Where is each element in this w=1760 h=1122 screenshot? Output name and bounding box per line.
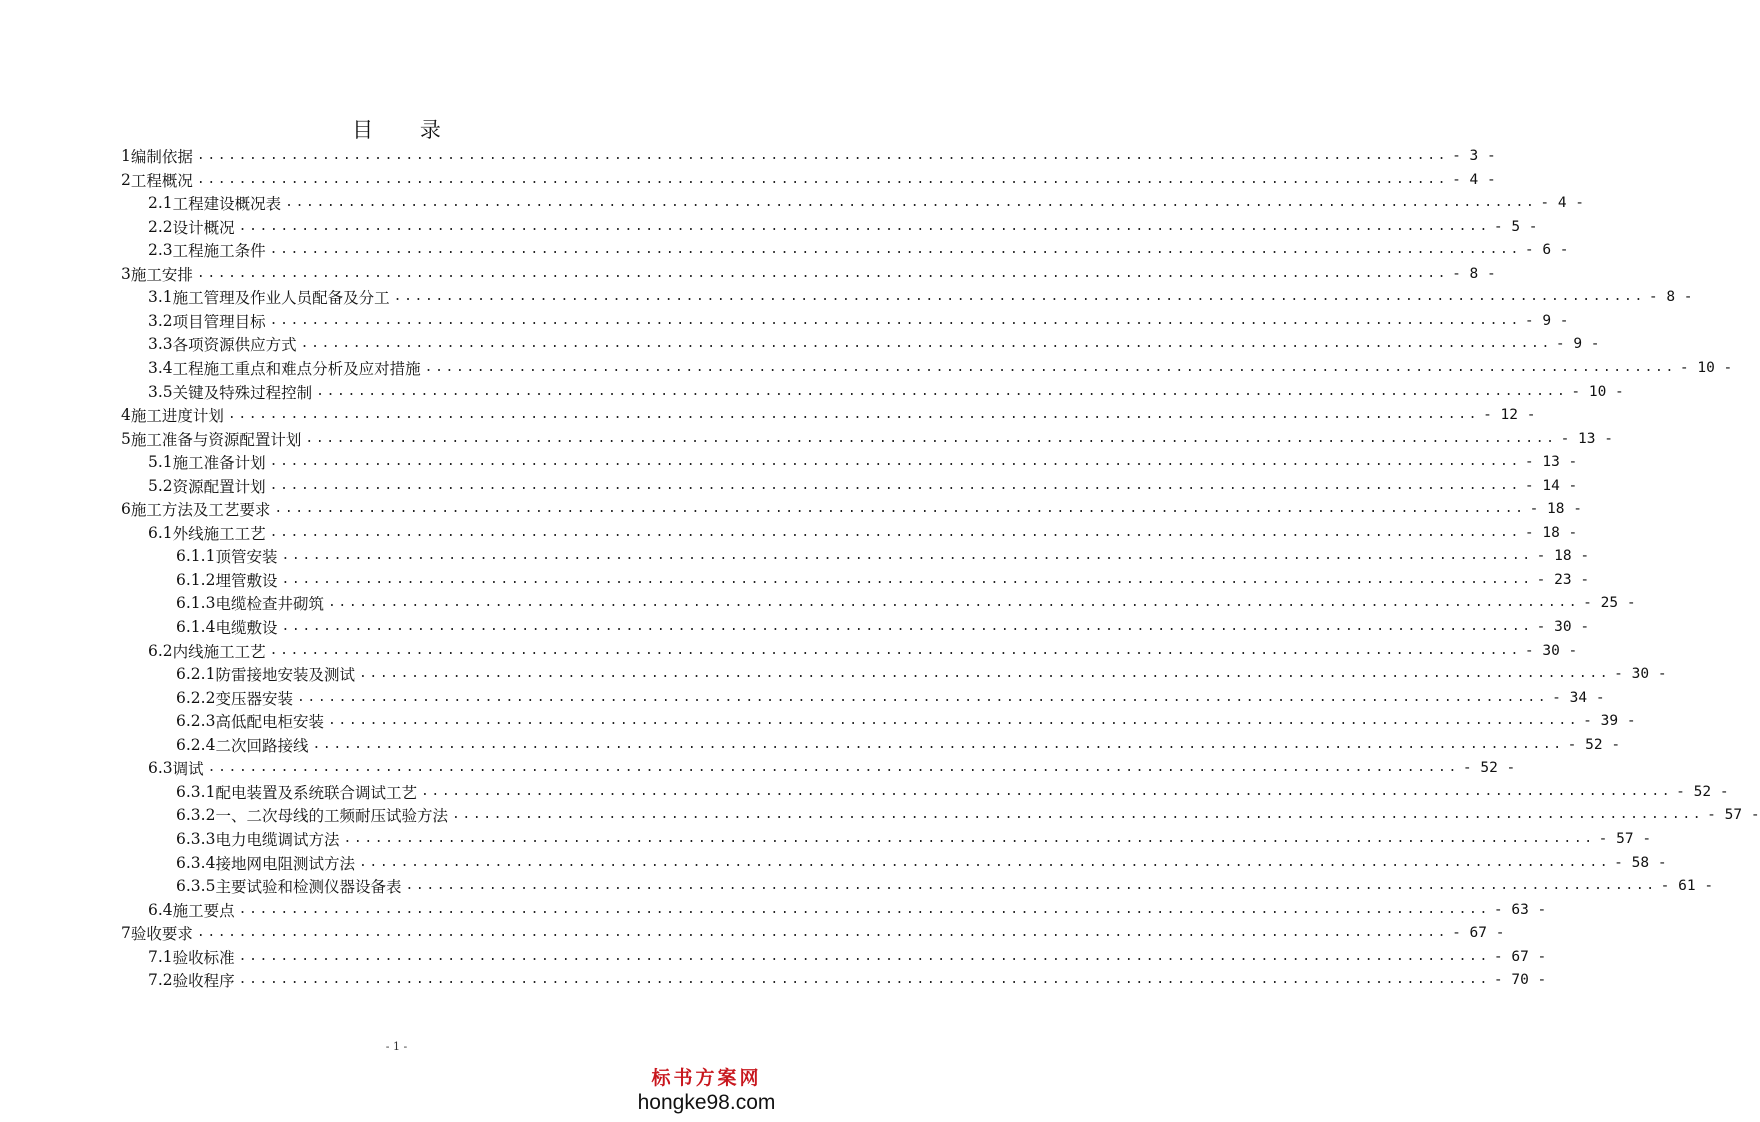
- toc-entry-title: 工程施工条件: [172, 242, 266, 261]
- toc-entry[interactable]: [148, 968, 1547, 992]
- dot-leader: ........................................................................................................................: [327, 595, 1580, 611]
- toc-entry[interactable]: [148, 898, 1547, 922]
- toc-entry-title: 施工要点: [172, 901, 235, 920]
- dot-leader: ........................................................................................................................: [358, 666, 1611, 682]
- toc-entry-page: - 6 -: [1524, 242, 1569, 259]
- toc-entry-number: 3.5: [148, 382, 173, 401]
- toc-entry[interactable]: [176, 803, 1760, 827]
- toc-entry[interactable]: [176, 709, 1636, 733]
- dot-leader: ........................................................................................................................: [343, 830, 1595, 846]
- watermark-brand: 标书方案网: [651, 1068, 762, 1089]
- toc-entry[interactable]: [148, 945, 1547, 969]
- dot-leader: ........................................................................................................................: [424, 359, 1676, 375]
- dot-leader: ........................................................................................................................: [281, 619, 1533, 634]
- toc-entry-number: 6.3.2: [176, 806, 216, 825]
- toc-entry-title: 项目管理目标: [172, 312, 266, 331]
- toc-entry-page: - 8 -: [1452, 265, 1496, 282]
- toc-entry-page: - 58 -: [1614, 854, 1667, 871]
- toc-entry-title: 调试: [172, 760, 204, 779]
- toc-entry-number: 6.3.5: [176, 877, 216, 896]
- toc-entry-page: - 61 -: [1660, 878, 1714, 895]
- dot-leader: ........................................................................................................................: [269, 242, 1521, 258]
- toc-entry-title: 二次回路接线: [215, 736, 309, 755]
- page-number: - 1 -: [385, 1040, 408, 1053]
- toc-entry-page: - 70 -: [1493, 972, 1547, 989]
- toc-entry-page: - 34 -: [1552, 689, 1605, 706]
- toc-entry-page: - 25 -: [1583, 595, 1636, 612]
- toc-entry-number: 3: [121, 264, 131, 283]
- toc-entry[interactable]: [176, 827, 1652, 851]
- toc-entry[interactable]: [148, 639, 1578, 663]
- dot-leader: ........................................................................................................................: [285, 195, 1537, 211]
- toc-entry-number: 7: [121, 924, 131, 943]
- toc-entry-title: 电缆敷设: [215, 619, 278, 637]
- toc-entry-number: 3.1: [148, 288, 173, 307]
- dot-leader: ........................................................................................................................: [451, 807, 1704, 823]
- toc-entry-number: 6.3.4: [176, 853, 216, 872]
- toc-entry[interactable]: [176, 568, 1590, 592]
- toc-entry-number: 6.2.1: [176, 665, 216, 684]
- toc-entry-number: 6.1.3: [176, 594, 216, 613]
- toc-entry-number: 6.1: [148, 523, 173, 542]
- dot-leader: ........................................................................................................................: [269, 642, 1521, 658]
- toc-entry-number: 7.2: [148, 971, 173, 990]
- toc-entry-title: 外线施工工艺: [172, 524, 266, 543]
- toc-entry-page: - 63 -: [1493, 901, 1547, 918]
- toc-entry[interactable]: [148, 756, 1516, 780]
- toc-entry-page: - 12 -: [1483, 407, 1536, 424]
- toc-entry-title: 施工方法及工艺要求: [130, 501, 271, 520]
- toc-entry[interactable]: [148, 450, 1578, 474]
- toc-entry[interactable]: [121, 403, 1536, 427]
- toc-entry-number: 6.2: [148, 641, 173, 660]
- toc-entry-number: 3.4: [148, 358, 173, 377]
- toc-entry-title: 各项资源供应方式: [172, 336, 297, 355]
- toc-entry-page: - 5 -: [1493, 218, 1538, 235]
- dot-leader: ........................................................................................................................: [196, 148, 1449, 163]
- toc-entry-title: 主要试验和检测仪器设备表: [215, 878, 402, 897]
- toc-entry-title: 设计概况: [172, 218, 235, 237]
- toc-entry-number: 6.2.3: [176, 712, 216, 731]
- toc-entry[interactable]: [176, 591, 1636, 615]
- dot-leader: ........................................................................................................................: [238, 901, 1490, 917]
- toc-entry[interactable]: [121, 921, 1505, 945]
- toc-entry[interactable]: [176, 686, 1605, 710]
- toc-entry-page: - 52 -: [1676, 783, 1729, 800]
- toc-entry-page: - 9 -: [1524, 312, 1569, 329]
- toc-entry-page: - 67 -: [1452, 925, 1505, 942]
- toc-entry-number: 2: [121, 170, 131, 189]
- toc-entry[interactable]: [121, 262, 1496, 286]
- toc-entry-number: 6.4: [148, 900, 173, 919]
- dot-leader: ........................................................................................................................: [238, 972, 1490, 988]
- toc-entry-number: 7.1: [148, 947, 173, 966]
- dot-leader: ........................................................................................................................: [300, 336, 1552, 352]
- toc-entry-page: - 67 -: [1493, 948, 1547, 965]
- dot-leader: ........................................................................................................................: [238, 218, 1490, 234]
- toc-entry-page: - 30 -: [1524, 642, 1578, 659]
- toc-entry-title: 内线施工工艺: [172, 642, 266, 661]
- toc-entry-number: 5: [121, 429, 131, 448]
- toc-entry[interactable]: [176, 851, 1667, 875]
- toc-entry[interactable]: [148, 285, 1693, 309]
- toc-entry[interactable]: [121, 497, 1582, 521]
- toc-entry-number: 6.2.2: [176, 688, 216, 707]
- dot-leader: ........................................................................................................................: [269, 312, 1521, 328]
- toc-entry[interactable]: [148, 521, 1578, 545]
- toc-entry-page: - 18 -: [1524, 524, 1578, 541]
- toc-entry-number: 2.3: [148, 241, 173, 260]
- toc-entry-page: - 18 -: [1529, 501, 1582, 518]
- toc-entry[interactable]: [148, 380, 1624, 404]
- toc-entry-page: - 52 -: [1567, 736, 1621, 753]
- toc-entry[interactable]: [148, 238, 1569, 262]
- toc-entry-title: 接地网电阻测试方法: [215, 854, 355, 873]
- dot-leader: ........................................................................................................................: [281, 571, 1533, 587]
- toc-entry[interactable]: [176, 733, 1621, 757]
- toc-entry-number: 4: [121, 406, 131, 425]
- toc-entry-title: 验收标准: [172, 948, 235, 967]
- toc-entry-number: 2.2: [148, 217, 173, 236]
- toc-entry-page: - 3 -: [1452, 148, 1496, 164]
- toc-entry[interactable]: [148, 309, 1569, 333]
- toc-entry[interactable]: [176, 615, 1590, 639]
- toc-entry-title: 工程施工重点和难点分析及应对措施: [172, 359, 421, 378]
- dot-leader: ........................................................................................................................: [269, 454, 1521, 470]
- toc-entry-title: 资源配置计划: [172, 477, 266, 496]
- toc-entry-number: 2.1: [148, 194, 173, 213]
- toc-entry-title: 高低配电柜安装: [215, 713, 324, 732]
- toc-entry-number: 6.1.1: [176, 547, 216, 566]
- toc-entry-page: - 13 -: [1560, 430, 1613, 447]
- toc-entry-number: 6.3.1: [176, 782, 216, 801]
- toc-entry-title: 工程概况: [130, 171, 193, 190]
- dot-leader: ........................................................................................................................: [393, 289, 1645, 305]
- toc-entry-page: - 39 -: [1583, 713, 1636, 730]
- dot-leader: ........................................................................................................................: [316, 383, 1568, 399]
- dot-leader: ........................................................................................................................: [405, 878, 1657, 894]
- watermark-url: hongke98.com: [637, 1091, 776, 1114]
- toc-entry-page: - 14 -: [1524, 477, 1578, 494]
- dot-leader: ........................................................................................................................: [227, 407, 1480, 423]
- toc-title: 目 录: [352, 118, 461, 142]
- toc-entry-title: 埋管敷设: [215, 571, 278, 590]
- toc-entry[interactable]: [148, 215, 1538, 239]
- toc-entry-number: 6.2.4: [176, 735, 216, 754]
- toc-entry-title: 编制依据: [130, 148, 193, 166]
- toc-entry[interactable]: [148, 191, 1585, 215]
- toc-entry-number: 6: [121, 500, 131, 519]
- toc-entry-number: 6.3: [148, 759, 173, 778]
- toc-entry-title: 施工进度计划: [130, 407, 224, 426]
- dot-leader: ........................................................................................................................: [420, 783, 1673, 799]
- toc-entry-title: 施工安排: [130, 265, 193, 284]
- toc-entry-title: 验收程序: [172, 972, 235, 991]
- toc-entry-title: 电力电缆调试方法: [215, 830, 340, 849]
- toc-entry-number: 3.2: [148, 311, 173, 330]
- dot-leader: ........................................................................................................................: [358, 854, 1611, 870]
- toc-entry[interactable]: [148, 474, 1578, 498]
- dot-leader: ........................................................................................................................: [269, 524, 1521, 540]
- dot-leader: ........................................................................................................................: [238, 948, 1490, 964]
- toc-entry[interactable]: [176, 662, 1667, 686]
- dot-leader: ........................................................................................................................: [196, 171, 1449, 187]
- dot-leader: ........................................................................................................................: [207, 760, 1459, 776]
- toc-entry-page: - 4 -: [1540, 195, 1585, 212]
- toc-entry-title: 工程建设概况表: [172, 195, 282, 214]
- watermark-logo: [620, 1068, 793, 1116]
- toc-entry[interactable]: [121, 144, 1496, 168]
- toc-entry-page: - 9 -: [1555, 336, 1600, 353]
- toc-entry-page: - 13 -: [1524, 454, 1578, 471]
- dot-leader: ........................................................................................................................: [196, 265, 1449, 281]
- toc-entry-title: 顶管安装: [215, 548, 278, 567]
- toc-entry-number: 5.1: [148, 453, 173, 472]
- toc-entry-title: 变压器安装: [215, 689, 293, 708]
- toc-entry-title: 施工管理及作业人员配备及分工: [172, 289, 390, 308]
- toc-entry-number: 6.3.3: [176, 829, 216, 848]
- toc-entry[interactable]: [121, 427, 1613, 451]
- dot-leader: ........................................................................................................................: [305, 430, 1557, 446]
- toc-entry-page: - 57 -: [1598, 830, 1652, 847]
- toc-entry-page: - 30 -: [1614, 666, 1667, 683]
- toc-entry-number: 1: [121, 147, 131, 165]
- toc-entry-number: 6.1.4: [176, 618, 216, 636]
- toc-entry-title: 验收要求: [130, 925, 193, 944]
- toc-entry-page: - 4 -: [1452, 171, 1496, 188]
- dot-leader: ........................................................................................................................: [312, 736, 1564, 752]
- dot-leader: ........................................................................................................................: [296, 689, 1549, 705]
- dot-leader: ........................................................................................................................: [274, 501, 1526, 517]
- toc-entry-title: 电缆检查井砌筑: [215, 595, 324, 614]
- toc-entry[interactable]: [176, 544, 1590, 568]
- toc-entry-title: 配电装置及系统联合调试工艺: [215, 783, 417, 802]
- toc-entry[interactable]: [176, 874, 1714, 898]
- toc-entry-number: 6.1.2: [176, 570, 216, 589]
- dot-leader: ........................................................................................................................: [327, 713, 1580, 729]
- toc-entry[interactable]: [148, 356, 1733, 380]
- toc-entry-title: 一、二次母线的工频耐压试验方法: [215, 807, 448, 826]
- toc-entry-page: - 30 -: [1536, 619, 1590, 635]
- toc-entry-page: - 18 -: [1536, 548, 1590, 565]
- toc-entry-page: - 57 -: [1707, 807, 1760, 824]
- toc-entry-page: - 10 -: [1679, 359, 1733, 376]
- toc-entry-title: 施工准备计划: [172, 454, 266, 473]
- toc-entry[interactable]: [148, 332, 1600, 356]
- dot-leader: ........................................................................................................................: [196, 925, 1449, 941]
- toc-entry[interactable]: [176, 780, 1729, 804]
- toc-entry-title: 防雷接地安装及测试: [215, 666, 355, 685]
- toc-entry[interactable]: [121, 168, 1496, 192]
- toc-entry-page: - 52 -: [1462, 760, 1516, 777]
- toc-entry-page: - 8 -: [1648, 289, 1693, 306]
- toc-entry-title: 关键及特殊过程控制: [172, 383, 313, 402]
- toc-entry-number: 5.2: [148, 476, 173, 495]
- toc-entry-page: - 23 -: [1536, 571, 1590, 588]
- toc-entry-number: 3.3: [148, 335, 173, 354]
- toc-entry-page: - 10 -: [1571, 383, 1624, 400]
- toc-entry-title: 施工准备与资源配置计划: [130, 430, 302, 449]
- dot-leader: ........................................................................................................................: [269, 477, 1521, 493]
- dot-leader: ........................................................................................................................: [281, 548, 1533, 564]
